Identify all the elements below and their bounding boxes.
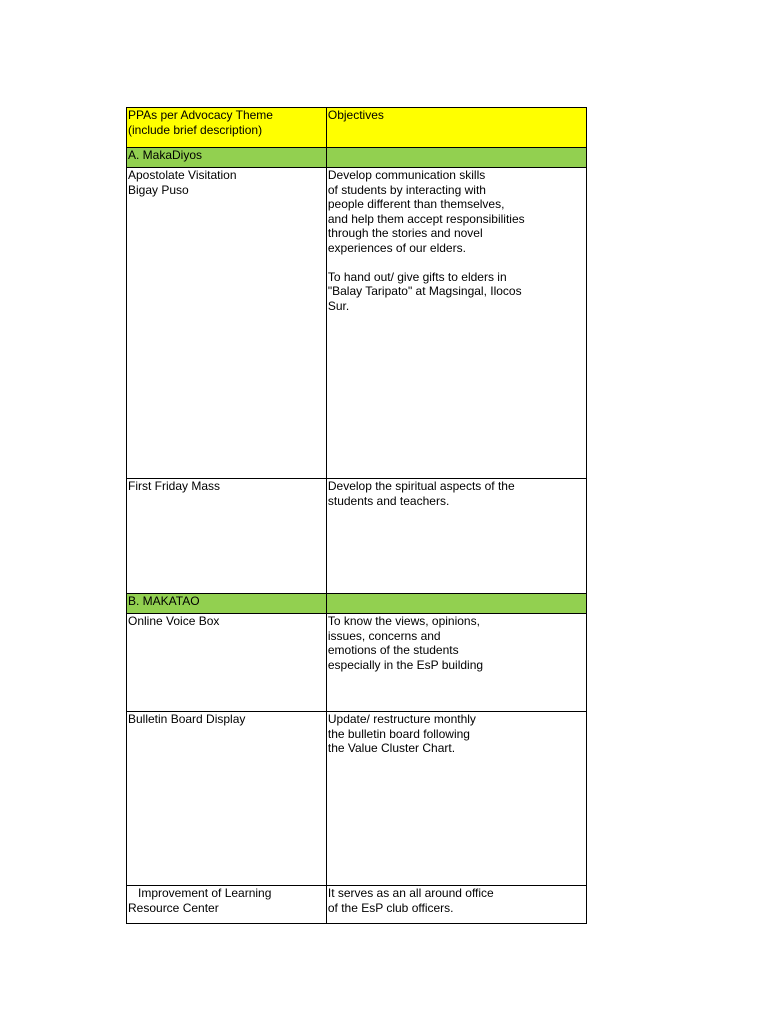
ppa-cell: Bulletin Board Display: [127, 712, 327, 886]
objective-cell: To know the views, opinions, issues, concerns and emotions of the students especially in the EsP building: [326, 614, 586, 712]
theme-empty-cell: [326, 148, 586, 168]
ppa-cell: Online Voice Box: [127, 614, 327, 712]
ppa-line: Resource Center: [128, 900, 219, 915]
ppa-table: [126, 107, 587, 924]
theme-empty-cell: [326, 594, 586, 614]
table-row: [127, 712, 587, 886]
ppa-cell: [127, 886, 327, 924]
ppa-line: Improvement of Learning: [138, 886, 272, 900]
theme-label: A. MakaDiyos: [127, 148, 327, 168]
table-row: [127, 168, 587, 479]
header-objectives-label: Objectives: [327, 108, 384, 122]
objective-cell: [326, 168, 586, 479]
objective-cell: Develop the spiritual aspects of the students and teachers.: [326, 479, 586, 594]
objective-cell: It serves as an all around office of the EsP club officers.: [326, 886, 586, 924]
header-ppa-line1: PPAs per Advocacy Theme: [128, 108, 273, 122]
header-ppa-cell: [127, 108, 327, 148]
objective-paragraph: To hand out/ give gifts to elders in "Balay Taripato" at Magsingal, Ilocos Sur.: [327, 269, 522, 313]
theme-row-makadiyos: [127, 148, 587, 168]
table-row: [127, 614, 587, 712]
theme-label: B. MAKATAO: [127, 594, 327, 614]
ppa-cell: Apostolate Visitation Bigay Puso: [127, 168, 327, 479]
ppa-cell: First Friday Mass: [127, 479, 327, 594]
header-ppa-line2: (include brief description): [128, 122, 263, 137]
table-row: [127, 886, 587, 924]
theme-row-makatao: [127, 594, 587, 614]
header-objectives-cell: [326, 108, 586, 148]
header-row: [127, 108, 587, 148]
table-row: [127, 479, 587, 594]
objective-cell: Update/ restructure monthly the bulletin board following the Value Cluster Chart.: [326, 712, 586, 886]
objective-paragraph: Develop communication skills of students by interacting with people different than themselves, and help them accept responsibilities through the stories and novel experiences of our elders.: [327, 168, 525, 255]
